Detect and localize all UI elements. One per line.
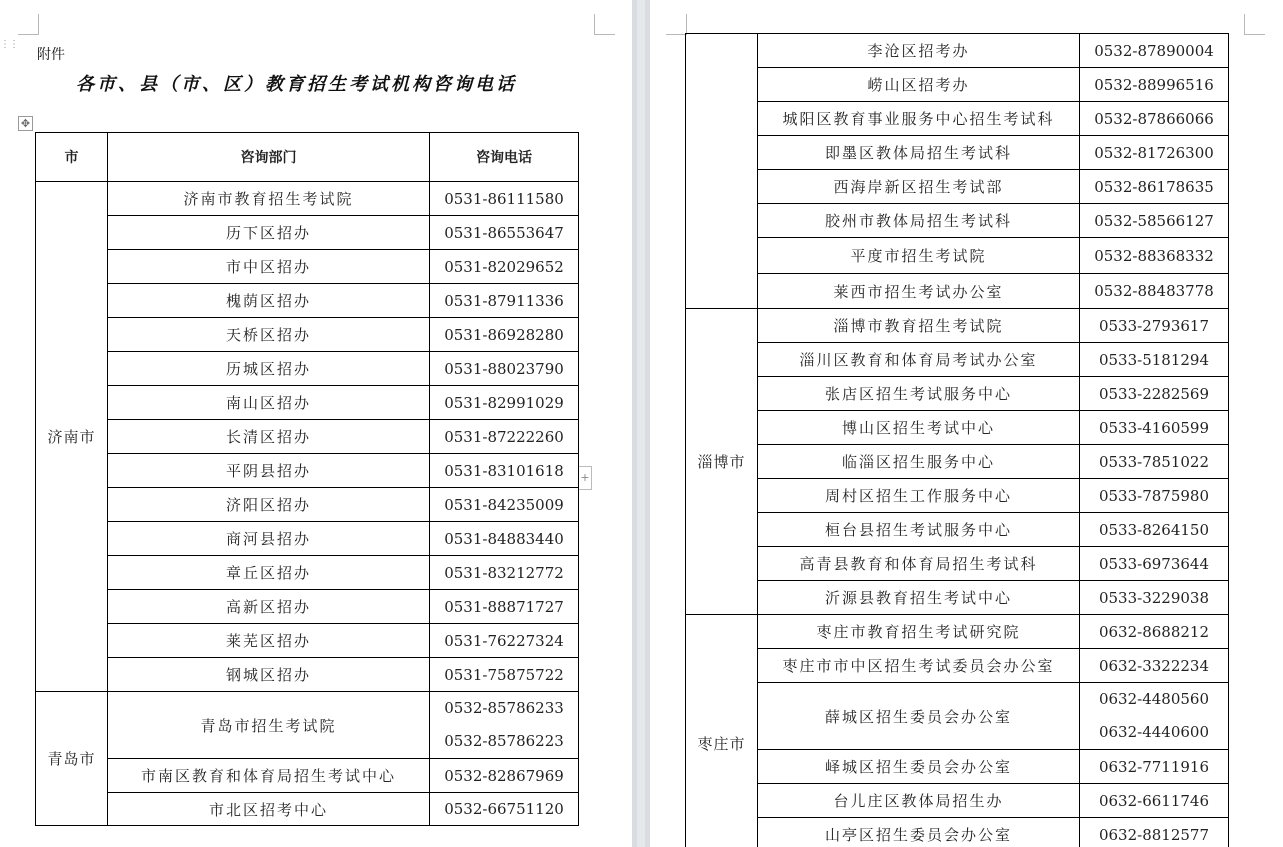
header-phone: 咨询电话 [430, 133, 579, 182]
corner-mark-top-left [666, 14, 687, 35]
dept-cell: 桓台县招生考试服务中心 [758, 513, 1080, 547]
table-row [36, 284, 579, 318]
table-header-row [36, 133, 579, 182]
table-row [686, 513, 1229, 547]
table-row [36, 182, 579, 216]
phone-cell: 0533-8264150 [1080, 513, 1229, 547]
table-row [686, 581, 1229, 615]
phone-cell: 0532-66751120 [430, 793, 579, 826]
table-row [36, 318, 579, 352]
table-row [686, 204, 1229, 238]
dept-cell: 济南市教育招生考试院 [108, 182, 430, 216]
dept-cell: 城阳区教育事业服务中心招生考试科 [758, 102, 1080, 136]
table-row [36, 420, 579, 454]
dept-cell: 槐荫区招办 [108, 284, 430, 318]
table-row [686, 343, 1229, 377]
dept-cell: 西海岸新区招生考试部 [758, 170, 1080, 204]
dept-cell: 台儿庄区教体局招生办 [758, 784, 1080, 818]
right-contact-table [685, 33, 1229, 847]
dept-cell: 市南区教育和体育局招生考试中心 [108, 759, 430, 793]
dept-cell: 李沧区招考办 [758, 34, 1080, 68]
table-row [686, 547, 1229, 581]
dept-cell: 市中区招办 [108, 250, 430, 284]
city-cell-jinan: 济南市 [36, 182, 108, 692]
dept-cell: 章丘区招办 [108, 556, 430, 590]
phone-line: 0632-4480560 [1098, 690, 1210, 708]
phone-cell: 0533-3229038 [1080, 581, 1229, 615]
dept-cell: 临淄区招生服务中心 [758, 445, 1080, 479]
dept-cell: 济阳区招办 [108, 488, 430, 522]
table-row [686, 615, 1229, 649]
dept-cell: 青岛市招生考试院 [108, 692, 430, 759]
dept-cell: 张店区招生考试服务中心 [758, 377, 1080, 411]
phone-cell: 0532-88368332 [1080, 238, 1229, 274]
corner-mark-top-right [594, 14, 615, 35]
table-row [686, 445, 1229, 479]
phone-cell: 0532-81726300 [1080, 136, 1229, 170]
add-row-icon[interactable]: + [578, 466, 592, 490]
dept-cell: 历城区招办 [108, 352, 430, 386]
dept-cell: 崂山区招考办 [758, 68, 1080, 102]
table-row [686, 238, 1229, 274]
phone-cell: 0531-82029652 [430, 250, 579, 284]
dept-cell: 淄川区教育和体育局考试办公室 [758, 343, 1080, 377]
phone-cell: 0632-8812577 [1080, 818, 1229, 847]
dept-cell: 山亭区招生委员会办公室 [758, 818, 1080, 847]
dept-cell: 平度市招生考试院 [758, 238, 1080, 274]
phone-cell: 0531-76227324 [430, 624, 579, 658]
phone-cell: 0531-86928280 [430, 318, 579, 352]
phone-cell: 0532-87866066 [1080, 102, 1229, 136]
table-row [686, 274, 1229, 309]
dept-cell: 枣庄市教育招生考试研究院 [758, 615, 1080, 649]
table-row [686, 68, 1229, 102]
city-cell-qingdao: 青岛市 [36, 692, 108, 826]
header-city: 市 [36, 133, 108, 182]
table-row [36, 522, 579, 556]
table-row [36, 556, 579, 590]
dept-cell: 高新区招办 [108, 590, 430, 624]
table-row [36, 658, 579, 692]
table-row [36, 454, 579, 488]
table-row [686, 479, 1229, 513]
phone-cell: 0531-84883440 [430, 522, 579, 556]
table-row [36, 352, 579, 386]
phone-cell: 0531-84235009 [430, 488, 579, 522]
table-row [36, 590, 579, 624]
dept-cell: 钢城区招办 [108, 658, 430, 692]
dept-cell: 即墨区教体局招生考试科 [758, 136, 1080, 170]
dept-cell: 胶州市教体局招生考试科 [758, 204, 1080, 238]
phone-cell: 0533-4160599 [1080, 411, 1229, 445]
phone-cell: 0531-88871727 [430, 590, 579, 624]
dept-cell: 天桥区招办 [108, 318, 430, 352]
annex-label: 附件 [37, 47, 65, 63]
left-contact-table [35, 132, 579, 826]
dept-cell: 高青县教育和体育局招生考试科 [758, 547, 1080, 581]
dept-cell: 历下区招办 [108, 216, 430, 250]
dept-cell: 淄博市教育招生考试院 [758, 309, 1080, 343]
phone-cell: 0632-3322234 [1080, 649, 1229, 683]
table-row [686, 411, 1229, 445]
phone-cell: 0532-86178635 [1080, 170, 1229, 204]
phone-cell: 0532-88483778 [1080, 274, 1229, 309]
dept-cell: 博山区招生考试中心 [758, 411, 1080, 445]
table-row [686, 784, 1229, 818]
phone-cell: 0533-7851022 [1080, 445, 1229, 479]
phone-cell: 0531-87911336 [430, 284, 579, 318]
table-row [686, 34, 1229, 68]
phone-cell: 0532-87890004 [1080, 34, 1229, 68]
phone-cell: 0531-83101618 [430, 454, 579, 488]
dept-cell: 莱芜区招办 [108, 624, 430, 658]
table-row [686, 683, 1229, 750]
phone-line: 0532-85786233 [444, 699, 564, 717]
city-cell-qingdao-continued [686, 34, 758, 309]
drag-grip-icon[interactable]: ⋮⋮ [0, 39, 18, 50]
table-move-handle-icon[interactable]: ✥ [18, 116, 33, 131]
left-page [0, 0, 632, 847]
table-row [36, 692, 579, 759]
table-row [686, 818, 1229, 847]
table-row [686, 377, 1229, 411]
dept-cell: 枣庄市市中区招生考试委员会办公室 [758, 649, 1080, 683]
phone-cell: 0532-82867969 [430, 759, 579, 793]
table-row [686, 170, 1229, 204]
phone-cell: 0632-8688212 [1080, 615, 1229, 649]
phone-cell: 0531-86553647 [430, 216, 579, 250]
phone-cell: 0532-58566127 [1080, 204, 1229, 238]
city-cell-zibo: 淄博市 [686, 309, 758, 615]
dept-cell: 南山区招办 [108, 386, 430, 420]
phone-line: 0632-4440600 [1098, 723, 1210, 741]
phone-cell: 0531-83212772 [430, 556, 579, 590]
dept-cell: 市北区招考中心 [108, 793, 430, 826]
page-gutter-shade [637, 0, 645, 847]
dept-cell: 周村区招生工作服务中心 [758, 479, 1080, 513]
phone-cell: 0533-2282569 [1080, 377, 1229, 411]
table-row [686, 136, 1229, 170]
phone-cell: 0531-75875722 [430, 658, 579, 692]
table-row [36, 488, 579, 522]
phone-cell: 0531-82991029 [430, 386, 579, 420]
dept-cell: 峄城区招生委员会办公室 [758, 750, 1080, 784]
phone-cell: 0531-87222260 [430, 420, 579, 454]
phone-cell: 0632-6611746 [1080, 784, 1229, 818]
dept-cell: 薛城区招生委员会办公室 [758, 683, 1080, 750]
table-row [36, 250, 579, 284]
phone-cell: 0531-88023790 [430, 352, 579, 386]
dept-cell: 平阴县招办 [108, 454, 430, 488]
table-row [686, 649, 1229, 683]
table-row [36, 216, 579, 250]
table-row [36, 624, 579, 658]
table-row [36, 386, 579, 420]
phone-cell: 0532-88996516 [1080, 68, 1229, 102]
table-row [36, 793, 579, 826]
corner-mark-top-left [18, 14, 39, 35]
table-row [686, 309, 1229, 343]
phone-cell: 0533-5181294 [1080, 343, 1229, 377]
phone-cell-dual [1080, 683, 1229, 750]
corner-mark-top-right [1244, 14, 1265, 35]
right-page [650, 0, 1283, 847]
phone-cell: 0533-7875980 [1080, 479, 1229, 513]
table-row [36, 759, 579, 793]
dept-cell: 商河县招办 [108, 522, 430, 556]
dept-cell: 莱西市招生考试办公室 [758, 274, 1080, 309]
phone-cell: 0533-6973644 [1080, 547, 1229, 581]
dept-cell: 沂源县教育招生考试中心 [758, 581, 1080, 615]
table-row [686, 750, 1229, 784]
header-dept: 咨询部门 [108, 133, 430, 182]
phone-cell: 0533-2793617 [1080, 309, 1229, 343]
city-cell-zaozhuang: 枣庄市 [686, 615, 758, 847]
document-title: 各市、县（市、区）教育招生考试机构咨询电话 [76, 74, 517, 95]
phone-cell: 0632-7711916 [1080, 750, 1229, 784]
phone-cell: 0531-86111580 [430, 182, 579, 216]
table-row [686, 102, 1229, 136]
dept-cell: 长清区招办 [108, 420, 430, 454]
phone-line: 0532-85786223 [444, 732, 564, 750]
phone-cell-dual [430, 692, 579, 759]
